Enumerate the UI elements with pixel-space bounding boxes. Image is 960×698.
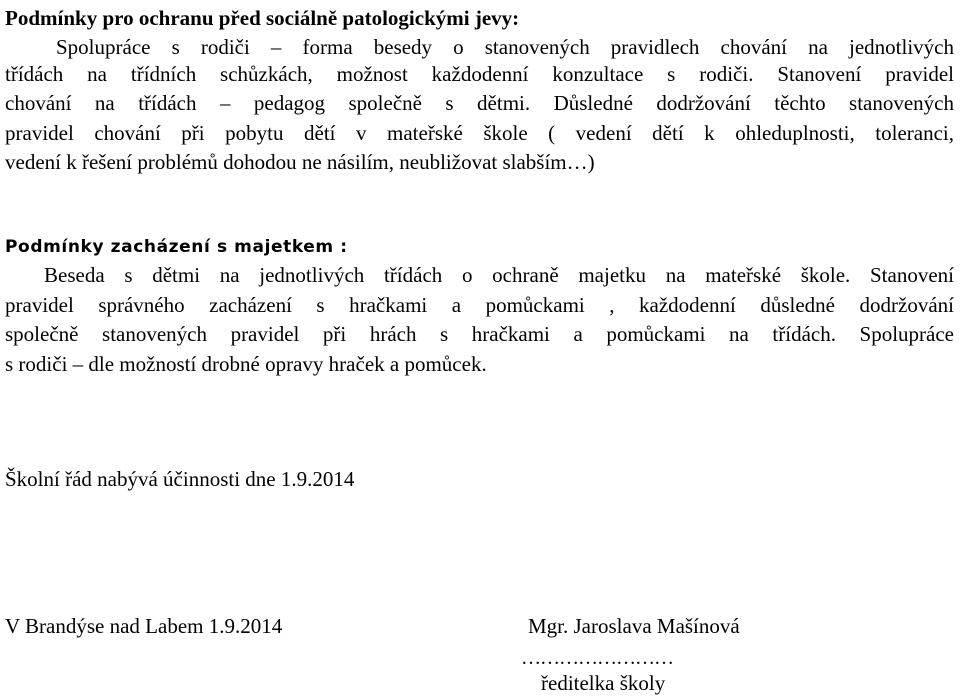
paragraph-line: třídách na třídních schůzkách, možnost každodenní konzultace s rodiči. Stanovení pravidel: [5, 62, 954, 86]
signatory-role: ředitelka školy: [541, 671, 666, 695]
place-and-date: V Brandýse nad Labem 1.9.2014: [5, 614, 283, 638]
paragraph-line: pravidel správného zacházení s hračkami a pomůckami , každodenní důsledné dodržování: [5, 293, 954, 317]
paragraph-line: chování na třídách – pedagog společně s dětmi. Důsledné dodržování těchto stanovených: [5, 91, 954, 115]
paragraph-line: s rodiči – dle možností drobné opravy hraček a pomůcek.: [5, 352, 487, 376]
section-heading-social-pathology: Podmínky pro ochranu před sociálně patologickými jevy:: [5, 6, 520, 30]
signature-line: ……………………: [521, 647, 673, 669]
effective-date-statement: Školní řád nabývá účinnosti dne 1.9.2014: [5, 467, 355, 491]
paragraph-line: Beseda s dětmi na jednotlivých třídách o ochraně majetku na mateřské škole. Stanovení: [44, 263, 954, 287]
section-heading-property: Podmínky zacházení s majetkem :: [5, 237, 348, 257]
paragraph-line: pravidel chování při pobytu dětí v mateřské škole ( vedení dětí k ohleduplnosti, toleranci,: [5, 121, 954, 145]
signatory-name: Mgr. Jaroslava Mašínová: [528, 614, 740, 638]
paragraph-line: Spolupráce s rodiči – forma besedy o stanovených pravidlech chování na jednotlivých: [56, 35, 954, 59]
paragraph-line: vedení k řešení problémů dohodou ne násilím, neubližovat slabším…): [5, 150, 595, 174]
paragraph-line: společně stanovených pravidel při hrách s hračkami a pomůckami na třídách. Spolupráce: [5, 322, 954, 346]
